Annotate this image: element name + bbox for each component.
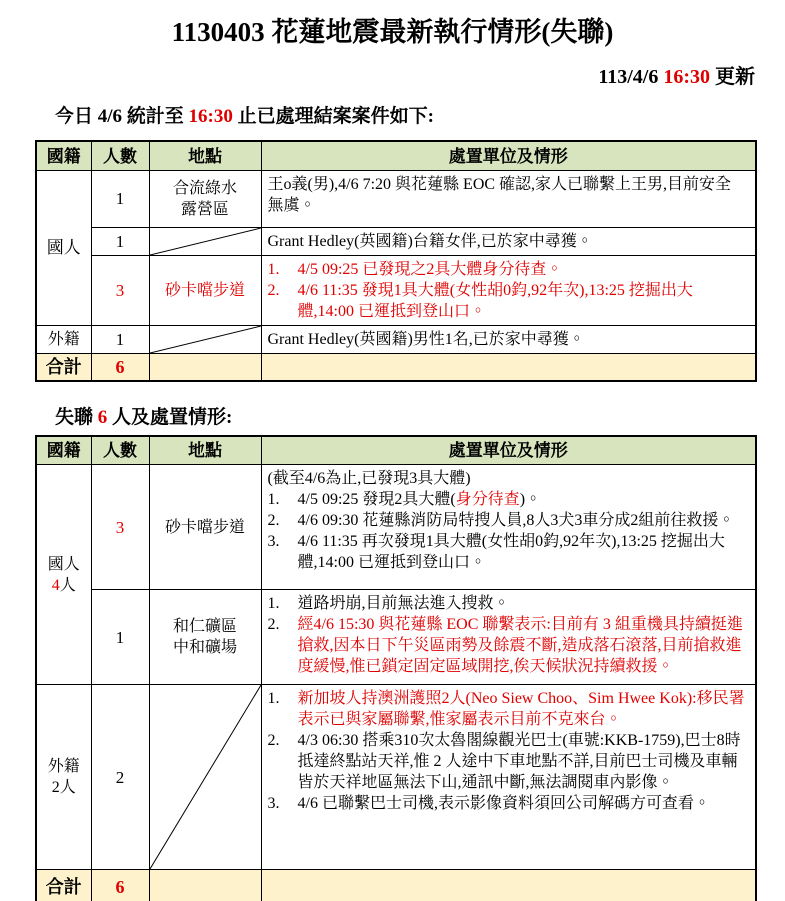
update-prefix: 113/4/6 [598, 66, 664, 89]
count-cell: 1 [91, 325, 149, 353]
action-cell: Grant Hedley(英國籍)台籍女伴,已於家中尋獲。 [261, 227, 756, 255]
table-row [36, 685, 756, 870]
list-item [268, 614, 748, 677]
count-cell: 3 [91, 255, 149, 325]
action-cell [261, 685, 756, 870]
table-row [36, 227, 756, 255]
table-row [36, 590, 756, 685]
list-item-number: 3. [267, 533, 280, 551]
list-item [268, 280, 748, 322]
section2-count: 6 [97, 407, 108, 429]
header-nationality: 國籍 [36, 141, 91, 170]
section2-prefix: 失聯 [55, 407, 98, 429]
list-item [268, 793, 748, 814]
diagonal-line [150, 685, 261, 869]
total-empty-cell [261, 353, 756, 381]
intro-prefix: 今日 4/6 統計至 [55, 106, 189, 128]
list-item-number: 2. [267, 281, 280, 299]
update-note [0, 60, 755, 89]
list-item [268, 510, 748, 531]
table-row [36, 325, 756, 353]
location-cell [149, 590, 261, 685]
location-cell-blank-diagonal [149, 325, 261, 353]
intro-suffix: 止已處理結案案件如下: [232, 106, 434, 128]
nationality-line: 2人 [51, 779, 76, 797]
nationality-count: 4 [51, 576, 60, 594]
list-item-text: 經4/6 15:30 與花蓮縣 EOC 聯繫表示:目前有 3 組重機具持續挺進搶救,因本日下午災區雨勢及餘震不斷,造成落石滾落,目前搶救進度緩慢,惟已鎖定固定區域開挖,俟天候狀況持續救援。 [297, 616, 743, 676]
table-row [36, 465, 756, 590]
count-cell: 3 [91, 465, 149, 590]
nationality-line [39, 575, 89, 596]
list-item [268, 730, 748, 793]
nationality-cell-foreign [36, 685, 91, 870]
nationality-cell-foreign: 外籍 [36, 325, 91, 353]
action-cell: 王o義(男),4/6 7:20 與花蓮縣 EOC 確認,家人已聯繫上王男,目前安全無虞。 [261, 170, 756, 227]
total-value: 6 [91, 870, 149, 901]
count-cell: 1 [91, 170, 149, 227]
location-line: 合流綠水 [172, 179, 237, 197]
total-empty-cell [261, 870, 756, 901]
location-line: 中和礦場 [172, 639, 237, 657]
list-item [268, 593, 748, 614]
section2-suffix: 人及處置情形: [107, 407, 233, 429]
action-cell [261, 255, 756, 325]
header-count: 人數 [91, 436, 149, 465]
list-item-number: 2. [267, 512, 280, 530]
list-item-number: 2. [267, 732, 280, 750]
nationality-cell-domestic: 國人 [36, 170, 91, 325]
list-item [268, 259, 748, 280]
intro-time: 16:30 [188, 106, 233, 128]
list-item-number: 1. [267, 491, 280, 509]
action-cell [261, 465, 756, 590]
count-cell: 2 [91, 685, 149, 870]
section2-heading [55, 402, 785, 429]
total-row [36, 353, 756, 381]
list-item-text: 道路坍崩,目前無法進入搜救。 [297, 595, 510, 613]
list-item-text: 4/5 09:25 已發現之2具大體身分待查。 [297, 260, 563, 278]
list-item-text: 4/5 09:25 發現2具大體(身分待查)。 [297, 491, 542, 509]
total-empty-cell [149, 870, 261, 901]
list-item-text: 4/6 11:35 發現1具大體(女性胡0鈞,92年次),13:25 挖掘出大體,14:00 已運抵到登山口。 [297, 281, 693, 320]
list-item-text: 新加坡人持澳洲護照2人(Neo Siew Choo、Sim Hwee Kok):移民署表示已與家屬聯繫,惟家屬表示目前不克來台。 [297, 690, 745, 729]
location-line: 和仁礦區 [172, 618, 237, 636]
location-cell [149, 170, 261, 227]
header-count: 人數 [91, 141, 149, 170]
action-cell: Grant Hedley(英國籍)男性1名,已於家中尋獲。 [261, 325, 756, 353]
location-line: 露營區 [180, 200, 229, 218]
header-location: 地點 [149, 141, 261, 170]
header-nationality: 國籍 [36, 436, 91, 465]
location-cell: 砂卡噹步道 [149, 255, 261, 325]
nationality-cell-domestic [36, 465, 91, 685]
table-row [36, 170, 756, 227]
section1-heading [55, 101, 785, 128]
action-cell [261, 590, 756, 685]
nationality-unit: 人 [59, 576, 76, 594]
closed-cases-table [35, 140, 757, 382]
nationality-line: 外籍 [47, 758, 80, 776]
list-item-text: 4/6 11:35 再次發現1具大體(女性胡0鈞,92年次),13:25 挖掘出大體,14:00 已運抵到登山口。 [297, 533, 725, 572]
total-label: 合計 [36, 870, 91, 901]
count-cell: 1 [91, 590, 149, 685]
action-intro: (截至4/6為止,已發現3具大體) [267, 470, 471, 488]
table-header-row [36, 436, 756, 465]
table-row [36, 255, 756, 325]
location-cell-blank-diagonal [149, 227, 261, 255]
list-item-text: 4/6 已聯繫巴士司機,表示影像資料須回公司解碼方可查看。 [297, 795, 710, 813]
update-time: 16:30 [663, 66, 710, 89]
list-item-number: 2. [267, 616, 280, 634]
count-cell: 1 [91, 227, 149, 255]
list-item-number: 1. [267, 260, 280, 278]
missing-persons-table [35, 435, 757, 901]
list-item-text: 4/6 09:30 花蓮縣消防局特搜人員,8人3犬3車分成2組前往救援。 [297, 512, 735, 530]
list-item-number: 1. [267, 690, 280, 708]
list-item [268, 489, 748, 510]
header-action: 處置單位及情形 [261, 141, 756, 170]
total-label: 合計 [36, 353, 91, 381]
page-title: 1130403 花蓮地震最新執行情形(失聯) [171, 17, 614, 47]
location-cell: 砂卡噹步道 [149, 465, 261, 590]
list-item-number: 1. [267, 595, 280, 613]
update-suffix: 更新 [710, 66, 755, 89]
total-row [36, 870, 756, 901]
header-action: 處置單位及情形 [261, 436, 756, 465]
total-empty-cell [149, 353, 261, 381]
diagonal-line [150, 228, 261, 255]
table-header-row [36, 141, 756, 170]
list-item [268, 531, 748, 573]
list-item-text: 4/3 06:30 搭乘310次太魯閣線觀光巴士(車號:KKB-1759),巴士8時抵達終點站天祥,惟 2 人途中下車地點不詳,目前巴士司機及車輛皆於天祥地區無法下山,通訊中斷,無法調閱車內影像。 [297, 732, 741, 792]
list-item [268, 688, 748, 730]
diagonal-line [150, 326, 261, 353]
location-cell-blank-diagonal [149, 685, 261, 870]
total-value: 6 [91, 353, 149, 381]
list-item-number: 3. [267, 795, 280, 813]
header-location: 地點 [149, 436, 261, 465]
nationality-line: 國人 [47, 555, 80, 573]
